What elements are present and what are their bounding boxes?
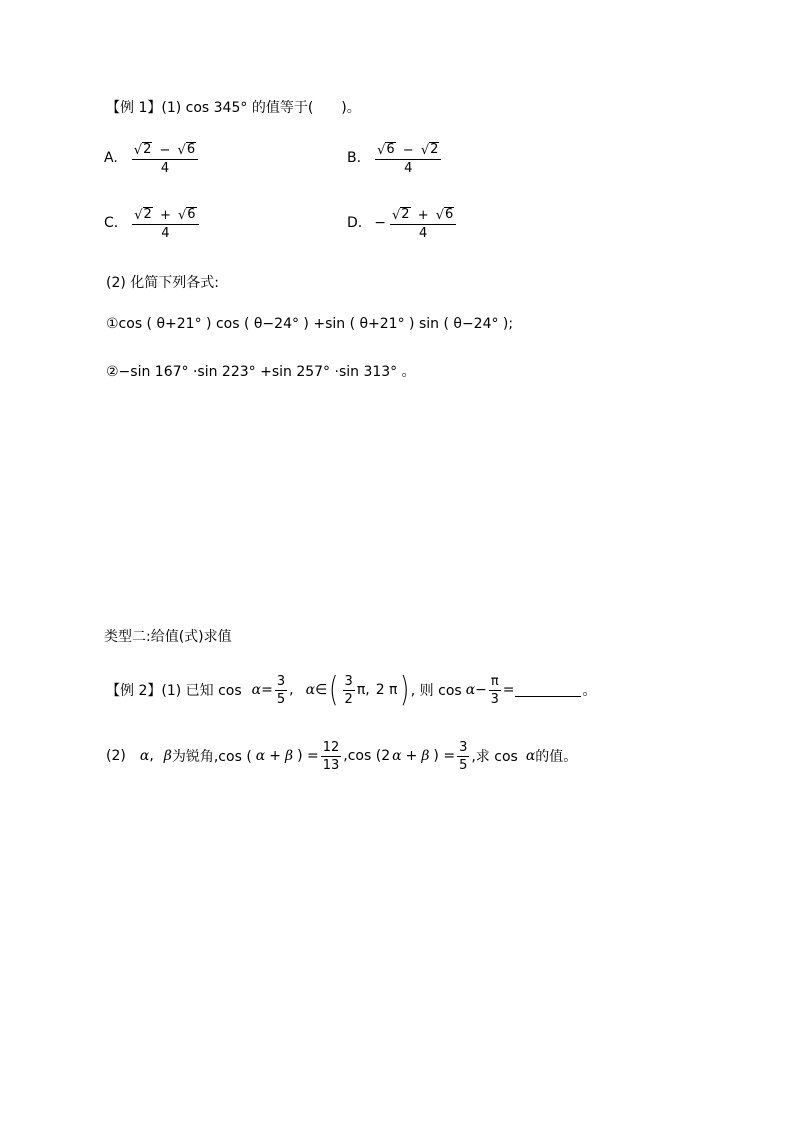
element-of-sign: ∈ (315, 682, 328, 698)
fraction-3-5-num: 3 (276, 673, 286, 689)
pi-comma: π, (356, 682, 370, 698)
fraction-3-5-b-den: 5 (459, 757, 468, 773)
option-b (347, 142, 443, 175)
answer-blank[interactable] (515, 684, 581, 697)
question-1-text: (1) cos 345° 的值等于( )。 (161, 100, 361, 116)
alpha-symbol-7: α (525, 748, 536, 764)
option-a-radicand-1: 2 (143, 142, 152, 157)
option-c (104, 207, 201, 240)
option-a-fraction: √ 2 − √ 6 4 (132, 142, 198, 175)
example-1-label: 【例 1】 (106, 100, 162, 116)
fraction-pi-3-num: π (490, 673, 499, 689)
value-of: 的值。 (535, 749, 578, 765)
fraction-pi-3-den: 3 (490, 691, 499, 707)
alpha-symbol-4: α (139, 748, 150, 764)
fraction-3-2-den: 2 (344, 691, 353, 707)
plus-sign-2: + (405, 748, 418, 764)
fraction-12-13 (321, 741, 342, 772)
close-equals: ) = (297, 748, 319, 764)
alpha-symbol: α (251, 682, 262, 698)
option-d-letter: D. (347, 215, 363, 232)
option-c-radicand-2: 6 (187, 207, 196, 222)
left-paren-large: ( (329, 670, 339, 710)
option-d-radicand-1: 2 (401, 207, 410, 222)
question-2-text: (2) 化简下列各式: (106, 275, 219, 291)
example-1-question (106, 97, 361, 117)
alpha-symbol-6: α (392, 748, 402, 764)
alpha-symbol-5: α (255, 748, 266, 764)
option-c-radicand-1: 2 (143, 207, 152, 222)
fraction-3-5 (275, 675, 287, 706)
option-a-denominator: 4 (160, 160, 170, 176)
plus-sign: + (269, 748, 281, 764)
beta-symbol: β (163, 748, 172, 764)
example-2-p1-pre: (1) 已知 cos (161, 683, 242, 699)
acute-cos-open: 为锐角,cos ( (171, 749, 252, 765)
alpha-symbol-3: α (465, 682, 476, 698)
two-pi: 2 π (375, 682, 398, 698)
simplify-item-2: ②−sin 167° ·sin 223° +sin 257° ·sin 313° 。 (106, 364, 416, 380)
right-paren-large: ) (399, 670, 409, 710)
option-d-denominator: 4 (419, 225, 428, 241)
comma-2: , (149, 748, 154, 764)
option-d-minus: − (374, 215, 386, 232)
option-a (104, 142, 200, 175)
close-equals-2: ) = (433, 748, 456, 764)
comma: , (289, 682, 294, 698)
beta-symbol-3: β (421, 748, 430, 764)
example-2-p2-pre: (2) (106, 748, 126, 764)
then-cos: , 则 cos (410, 683, 462, 699)
find-cos: ,求 cos (471, 749, 518, 765)
fraction-3-2 (343, 675, 355, 706)
option-d-fraction: √ 2 + √ 6 4 (390, 207, 456, 240)
minus-sign: − (475, 682, 487, 698)
option-c-operator: + (159, 207, 171, 223)
cos-2-open: ,cos (2 (343, 748, 391, 764)
option-d-radicand-2: 6 (445, 207, 454, 222)
option-b-denominator: 4 (404, 160, 413, 176)
fraction-3-5-den: 5 (276, 691, 286, 707)
simplify-item-1: ①cos ( θ+21° ) cos ( θ−24° ) +sin ( θ+21° ) sin ( θ−24° ); (106, 316, 514, 332)
equals-sign: = (261, 682, 273, 698)
section-heading-type-2: 类型二:给值(式)求值 (104, 629, 232, 645)
option-b-radicand-2: 2 (430, 142, 439, 157)
option-b-fraction: √ 6 − √ 2 4 (375, 142, 441, 175)
beta-symbol-2: β (284, 748, 294, 764)
option-a-operator: − (159, 142, 171, 158)
fraction-3-5-b-num: 3 (459, 739, 468, 755)
option-b-radicand-1: 6 (386, 142, 395, 157)
option-c-letter: C. (104, 215, 119, 232)
option-c-denominator: 4 (161, 225, 170, 241)
option-b-letter: B. (347, 150, 362, 167)
option-a-radicand-2: 6 (186, 142, 196, 157)
period: 。 (582, 683, 597, 699)
example-2-part-2 (106, 736, 577, 776)
option-d-operator: + (417, 207, 429, 223)
example-2-part-1 (106, 670, 596, 710)
example-2-label: 【例 2】 (106, 683, 162, 699)
option-b-operator: − (402, 142, 414, 158)
option-a-letter: A. (104, 150, 118, 167)
fraction-3-5-b (457, 741, 469, 772)
fraction-12-13-den: 13 (322, 757, 340, 773)
fraction-3-2-num: 3 (344, 673, 353, 689)
option-c-fraction: √ 2 + √ 6 4 (132, 207, 198, 240)
option-d (347, 207, 458, 240)
fraction-pi-3 (489, 675, 501, 706)
equals-sign-2: = (502, 682, 515, 698)
fraction-12-13-num: 12 (322, 739, 340, 755)
alpha-symbol-2: α (305, 682, 316, 698)
